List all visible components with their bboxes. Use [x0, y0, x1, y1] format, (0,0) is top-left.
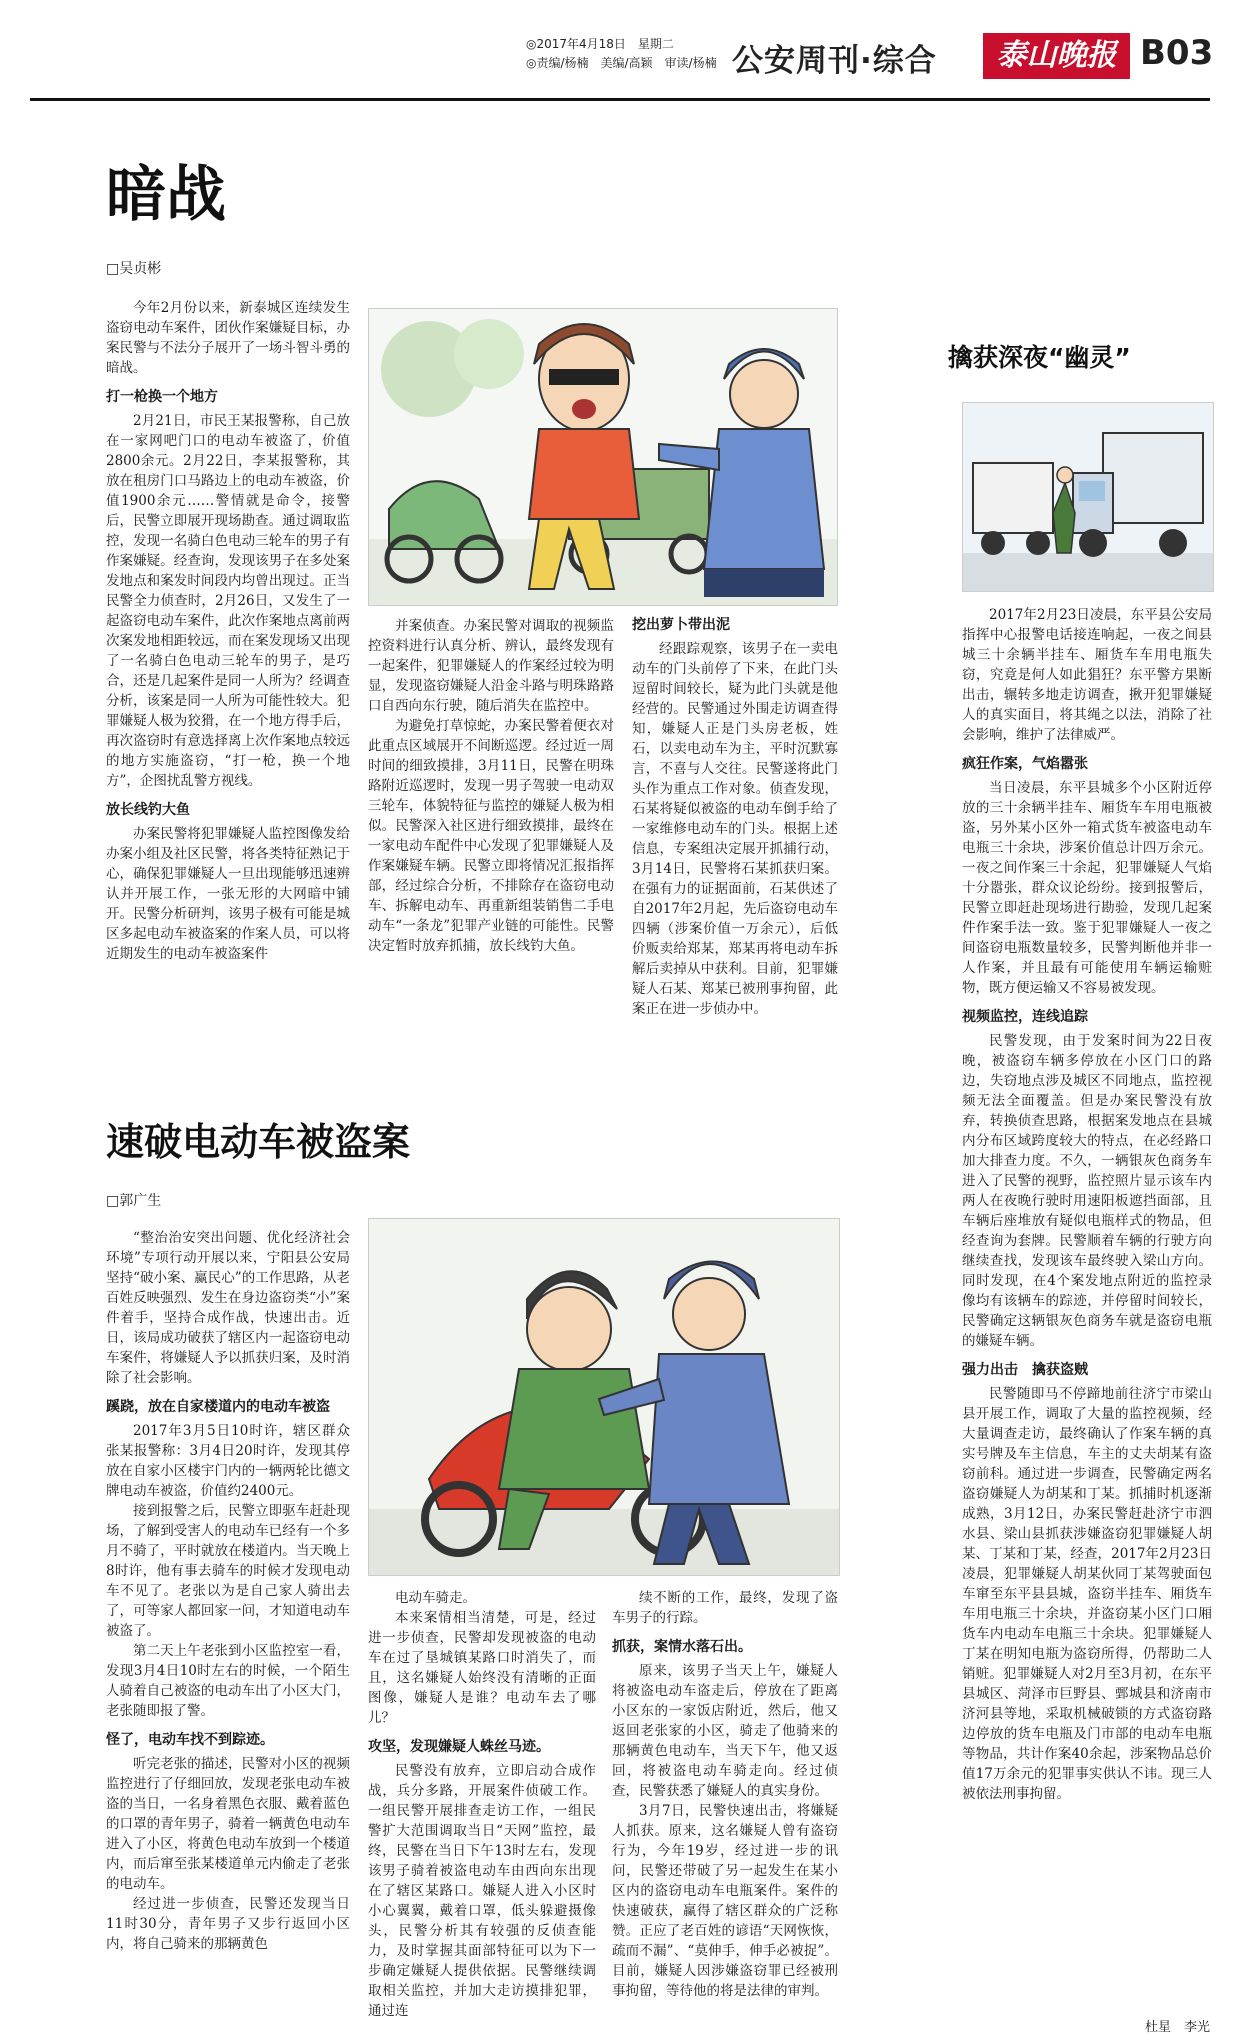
article1-column-1 [106, 298, 350, 1058]
subheading: 放长线钓大鱼 [106, 802, 190, 818]
article3-illustration [962, 402, 1214, 592]
police-confronting-suspect-icon [369, 309, 837, 605]
article3-signature: 杜星 李光 [1144, 2020, 1210, 2035]
header-date: ◎2017年4月18日 星期二 [526, 37, 674, 51]
article2-byline: □郭广生 [106, 1193, 162, 1209]
section-title: 公安周刊·综合 [732, 43, 937, 79]
subheading: 怪了，电动车找不到踪迹。 [106, 1732, 274, 1748]
paragraph: 本来案情相当清楚，可是，经过进一步侦查，民警却发现被盗的电动车在过了垦城镇某路口时消失了，而且，这名嫌疑人始终没有清晰的正面图像，嫌疑人是谁？电动车去了哪儿？ [368, 1610, 596, 1726]
paragraph: 经过进一步侦查，民警还发现当日11时30分，青年男子又步行返回小区内，将自己骑来的那辆黄色 [106, 1896, 350, 1952]
paragraph: 3月7日，民警快速出击，将嫌疑人抓获。原来，这名嫌疑人曾有盗窃行为，今年19岁，经过进一步的讯问，民警还带破了另一起发生在某小区内的盗窃电动车电瓶案件。案件的快速破获，赢得了辖区群众的广泛称赞。正应了老百姓的谚语“天网恢恢，疏而不漏”、“莫伸手，伸手必被捉”。目前，嫌疑人因涉嫌盗窃罪已经被刑事拘留，等待他的将是法律的审判。 [612, 1803, 838, 1999]
paragraph: 今年2月份以来，新泰城区连续发生盗窃电动车案件，团伙作案嫌疑目标，办案民警与不法分子展开了一场斗智斗勇的暗战。 [106, 300, 350, 376]
paragraph: 2017年2月23日凌晨，东平县公安局指挥中心报警电话接连响起，一夜之间县城三十余辆半挂车、厢货车车用电瓶失窃，究竟是何人如此猖狂？东平警方果断出击，辗转多地走访调查，揪开犯罪嫌疑人的真实面目，将其绳之以法，消除了社会影响，维护了法律威严。 [962, 607, 1212, 743]
subheading: 攻坚，发现嫌疑人蛛丝马迹。 [368, 1739, 550, 1755]
article2-column-2 [368, 1588, 596, 2028]
subheading: 挖出萝卜带出泥 [632, 617, 730, 633]
subheading: 抓获，案情水落石出。 [612, 1639, 752, 1655]
subheading: 强力出击 擒获盗贼 [962, 1362, 1088, 1378]
article1-byline: □吴贞彬 [106, 261, 162, 277]
paragraph: 2月21日，市民王某报警称，自己放在一家网吧门口的电动车被盗了，价值2800余元。2月22日，李某报警称，其放在租房门口马路边上的电动车被盗，价值1900余元……警情就是命令，接警后，民警立即展开现场勘查。通过调取监控，发现一名骑白色电动三轮车的男子有作案嫌疑。经查询，发现该男子在多处案发地点和案发时间段内均曾出现过。正当民警全力侦查时，2月26日，又发生了一起盗窃电动车案件，此次作案地点离前两次案发地相距较远，而在案发现场又出现了一名骑白色电动三轮车的男子，是巧合，还是几起案件是同一人所为？经调查分析，该案是同一人所为可能性较大。犯罪嫌疑人极为狡猾，在一个地方得手后，再次盗窃时有意选择离上次作案地点较远的地方实施盗窃，“打一枪，换一个地方”，企图扰乱警方视线。 [106, 413, 350, 789]
article2-illustration [368, 1218, 840, 1576]
article2-column-3 [612, 1588, 838, 2028]
article1-column-2 [368, 616, 614, 1056]
paragraph: 听完老张的描述，民警对小区的视频监控进行了仔细回放，发现老张电动车被盗的当日，一名身着黑色衣服、戴着蓝色的口罩的青年男子，骑着一辆黄色电动车进入了小区，将黄色电动车放到一个楼道内，而后窜至张某楼道单元内偷走了老张的电动车。 [106, 1756, 350, 1892]
paragraph: 办案民警将犯罪嫌疑人监控图像发给办案小组及社区民警，将各类特征熟记于心，确保犯罪嫌疑人一旦出现能够迅速辨认并开展工作，一张无形的大网暗中铺开。民警分析研判，该男子极有可能是城区多起电动车被盗案的作案人员，可以将近期发生的电动车被盗案件 [106, 826, 350, 962]
subheading: 视频监控，连线追踪 [962, 1009, 1088, 1025]
subheading: 疯狂作案，气焰嚣张 [962, 756, 1088, 772]
trucks-parked-icon [963, 403, 1213, 591]
paragraph: 民警没有放弃，立即启动合成作战，兵分多路，开展案件侦破工作。一组民警开展排查走访工作，一组民警扩大范围调取当日“天网”监控，最终，民警在当日下午13时左右，发现该男子骑着被盗电动车由西向东出现在了辖区某路口。嫌疑人进入小区时小心翼翼，戴着口罩，低头躲避摄像头，民警分析其有较强的反侦查能力，及时掌握其面部特征可以为下一步确定嫌疑人提供依据。民警继续调取相关监控，并加大走访摸排犯罪，通过连 [368, 1763, 596, 2019]
paragraph: 第二天上午老张到小区监控室一看，发现3月4日10时左右的时候，一个陌生人骑着自己被盗的电动车出了小区大门，老张随即报了警。 [106, 1643, 350, 1719]
paragraph: 续不断的工作，最终，发现了盗车男子的行踪。 [612, 1590, 838, 1626]
paragraph: 为避免打草惊蛇，办案民警着便衣对此重点区域展开不间断巡逻。经过近一周时间的细致摸排，3月11日，民警在明珠路附近巡逻时，发现一男子驾驶一电动双三轮车，体貌特征与监控的嫌疑人极为相似。民警深入社区进行细致摸排，最终在一家电动车配件中心发现了犯罪嫌疑人及作案嫌疑车辆。民警立即将情况汇报指挥部，经过综合分析，不排除存在盗窃电动车、拆解电动车、再重新组装销售二手电动车“一条龙”犯罪产业链的可能性。民警决定暂时放弃抓捕，放长线钓大鱼。 [368, 718, 614, 954]
police-arresting-thief-icon [369, 1219, 839, 1575]
paragraph: 经跟踪观察，该男子在一卖电动车的门头前停了下来，在此门头逗留时间较长，疑为此门头就是他经营的。民警通过外围走访调查得知，嫌疑人正是门头房老板，姓石，以卖电动车为主，平时沉默寡言，不喜与人交往。民警遂将此门头作为重点工作对象。侦查发现，石某将疑似被盗的电动车倒手给了一家维修电动车的门头。根据上述信息，专案组决定展开抓捕行动，3月14日，民警将石某抓获归案。在强有力的证据面前，石某供述了自2017年2月起，先后盗窃电动车四辆（涉案价值一万余元），后低价贩卖给郑某，郑某再将电动车拆解后卖掉从中获利。目前，犯罪嫌疑人石某、郑某已被刑事拘留，此案正在进一步侦办中。 [632, 641, 838, 1017]
article1-title: 暗战 [106, 160, 226, 230]
article2-title: 速破电动车被盗案 [106, 1120, 411, 1164]
article2-column-1 [106, 1228, 350, 2028]
newspaper-logo: 泰山晚报 [983, 33, 1130, 79]
paragraph: 当日凌晨，东平县城多个小区附近停放的三十余辆半挂车、厢货车车用电瓶被盗，另外某小区外一箱式货车被盗电动车电瓶三十余块，涉案价值总计四万余元。一夜之间作案三十余起，犯罪嫌疑人气焰十分嚣张，群众议论纷纷。接到报警后，民警立即赶赴现场进行勘验，发现几起案件作案手法一致。鉴于犯罪嫌疑人一夜之间盗窃电瓶数量较多，民警判断他并非一人作案，并且最有可能使用车辆运输赃物，既方便运输又不容易被发现。 [962, 780, 1212, 996]
paragraph: 并案侦查。办案民警对调取的视频监控资料进行认真分析、辨认，最终发现有一起案件，犯罪嫌疑人的作案经过较为明显，发现盗窃嫌疑人沿金斗路与明珠路路口自西向东行驶，随后消失在监控中。 [368, 618, 614, 714]
paragraph: 接到报警之后，民警立即驱车赶赴现场，了解到受害人的电动车已经有一个多月不骑了，平时就放在楼道内。当天晚上8时许，他有事去骑车的时候才发现电动车不见了。老张以为是自己家人骑出去了，可等家人都回家一问，才知道电动车被盗了。 [106, 1503, 350, 1639]
article3-column [962, 605, 1212, 2017]
paragraph: 民警发现，由于发案时间为22日夜晚，被盗窃车辆多停放在小区门口的路边，失窃地点涉及城区不同地点，监控视频无法全面覆盖。但是办案民警没有放弃，转换侦查思路，根据案发地点在县城内分布区域跨度较大的特点，在必经路口加大排查力度。不久，一辆银灰色商务车进入了民警的视野，监控照片显示该车内两人在夜晚行驶时用速阳板遮挡面部，且车辆后座堆放有疑似电瓶样式的物品，但经查询为套牌。民警顺着车辆的行驶方向继续查找，发现该车最终驶入梁山方向。同时发现，在4个案发地点附近的监控录像均有该辆车的踪迹，并停留时间较长，民警确定这辆银灰色商务车就是盗窃电瓶的嫌疑车辆。 [962, 1033, 1212, 1349]
header-editors: ◎责编/杨楠 美编/高颖 审读/杨楠 [526, 56, 717, 70]
paragraph: 电动车骑走。 [395, 1590, 476, 1606]
article3-title: 擒获深夜“幽灵” [948, 343, 1131, 372]
paragraph: 原来，该男子当天上午，嫌疑人将被盗电动车盗走后，停放在了距离小区东的一家饭店附近，然后，他又返回老张家的小区，骑走了他骑来的那辆黄色电动车，当天下午，他又返回，将被盗电动车骑走向。经过侦查，民警获悉了嫌疑人的真实身份。 [612, 1663, 838, 1799]
subheading: 打一枪换一个地方 [106, 389, 218, 405]
paragraph: 2017年3月5日10时许，辖区群众张某报警称：3月4日20时许，发现其停放在自家小区楼宇门内的一辆两轮比德文牌电动车被盗，价值约2400元。 [106, 1423, 350, 1499]
article1-column-3 [632, 616, 838, 1056]
paragraph: 民警随即马不停蹄地前往济宁市梁山县开展工作，调取了大量的监控视频，经大量调查走访，最终确认了作案车辆的真实号牌及车主信息，车主的丈夫胡某有盗窃前科。通过进一步调查，民警确定两名盗窃嫌疑人为胡某和丁某。抓捕时机逐渐成熟，3月12日，办案民警赶赴济宁市泗水县、梁山县抓获涉嫌盗窃犯罪嫌疑人胡某、丁某和丁某，经查，2017年2月23日凌晨，犯罪嫌疑人胡某伙同丁某驾驶面包车窜至东平县县城，盗窃半挂车、厢货车车用电瓶三十余块，并盗窃某小区门口厢货车内电动车电瓶三十余块。犯罪嫌疑人丁某在明知电瓶为盗窃所得，仍帮助二人销赃。犯罪嫌疑人对2月至3月初，在东平县城区、菏泽市巨野县、鄄城县和济南市济河县等地，采取机械破锁的方式盗窃路边停放的货车电瓶及门市部的电动车电瓶等物品，共计作案40余起，涉案物品总价值17万余元的犯罪事实供认不讳。现三人被依法刑事拘留。 [962, 1386, 1212, 1802]
paragraph: “整治治安突出问题、优化经济社会环境”专项行动开展以来，宁阳县公安局坚持“破小案、赢民心”的工作思路，从老百姓反映强烈、发生在身边盗窃类“小”案件着手，坚持合成作战，快速出击。近日，该局成功破获了辖区内一起盗窃电动车案件，将嫌疑人予以抓获归案，及时消除了社会影响。 [106, 1230, 350, 1386]
header-rule [30, 98, 1210, 101]
page-number: B03 [1140, 33, 1214, 73]
article1-illustration [368, 308, 838, 606]
subheading: 蹊跷，放在自家楼道内的电动车被盗 [106, 1399, 330, 1415]
